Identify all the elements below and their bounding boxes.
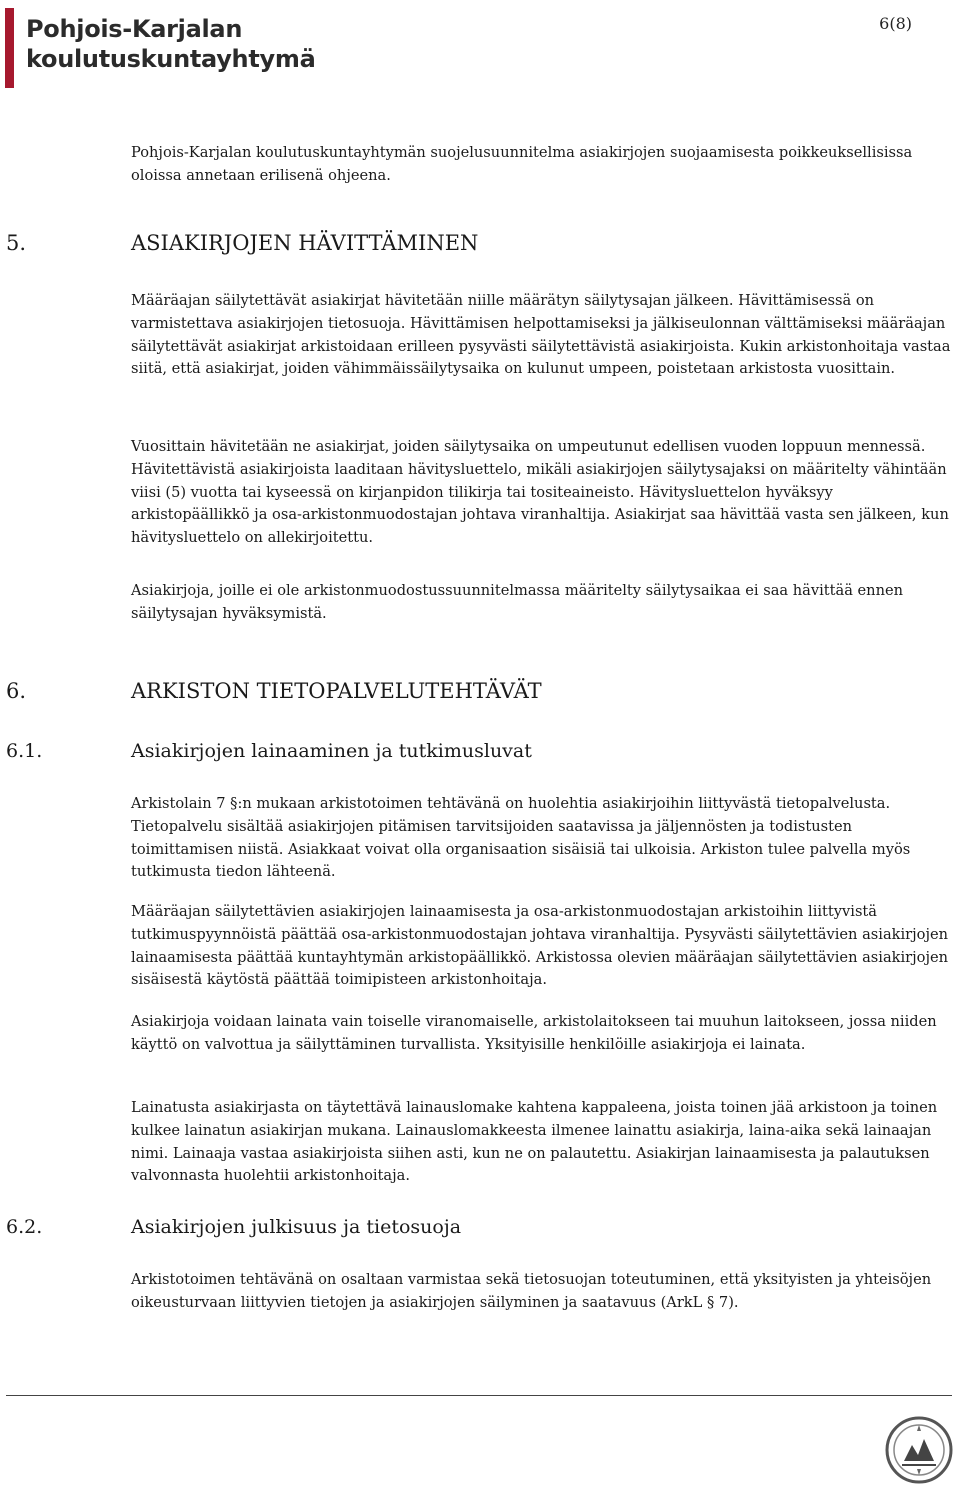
section-5-paragraph-2: Vuosittain hävitetään ne asiakirjat, joiden säilytysaika on umpeutunut edellisen vuoden loppuun mennessä. Hävitettävistä asiakirjoista laaditaan hävitysluettelo, mikäli asiakirjojen säilytysajaksi on määritelty vähintään viisi (5) vuotta tai kyseessä on kirjanpidon tilikirja tai tositeaineisto. Hävitysluettelon hyväksyy arkistopäällikkö ja osa-arkistonmuodostajan johtava viranhaltija. Asiakirjat saa hävittää vasta sen jälkeen, kun hävitysluettelo on allekirjoitettu.	[131, 438, 949, 547]
section-6-1-paragraph-1: Arkistolain 7 §:n mukaan arkistotoimen tehtävänä on huolehtia asiakirjoihin liittyvästä tietopalvelusta. Tietopalvelu sisältää asiakirjojen pitämisen tarvitsijoiden saatavissa ja jäljennösten ja todistusten toimittamisen niistä. Asiakkaat voivat olla organisaation sisäisiä tai ulkoisia. Arkiston tulee palvella myös tutkimusta tiedon lähteenä.	[131, 795, 911, 881]
section-6-1-heading	[6, 737, 532, 765]
page-number: 6(8)	[879, 14, 912, 33]
logo-accent-bar	[5, 8, 14, 88]
section-5-paragraph-3: Asiakirjoja, joille ei ole arkistonmuodostussuunnitelmassa määritelty säilytysaikaa ei saa hävittää ennen säilytysajan hyväksymistä.	[131, 582, 904, 622]
section-5-paragraph-1: Määräajan säilytettävät asiakirjat hävitetään niille määrätyn säilytysajan jälkeen. Hävittämisessä on varmistettava asiakirjojen tietosuoja. Hävittämisen helpottamiseksi ja jälkiseulonnan välttämiseksi määräajan säilytettävät asiakirjat arkistoidaan erilleen pysyvästi säilytettävistä asiakirjoista. Kukin arkistonhoitaja vastaa siitä, että asiakirjat, joiden vähimmäissäilytysaika on kulunut umpeen, poistetaan arkistosta vuosittain.	[131, 292, 951, 378]
section-6-heading	[6, 677, 542, 705]
section-title: ARKISTON TIETOPALVELUTEHTÄVÄT	[131, 679, 542, 703]
quality-seal-icon	[884, 1415, 954, 1485]
organization-logo	[26, 14, 315, 74]
section-6-1-paragraph-4: Lainatusta asiakirjasta on täytettävä lainauslomake kahtena kappaleena, joista toinen jää arkistoon ja toinen kulkee lainatun asiakirjan mukana. Lainauslomakkeesta ilmenee lainattu asiakirja, laina-aika sekä lainaajan nimi. Lainaaja vastaa asiakirjoista siihen asti, kun ne on palautettu. Asiakirjan lainaamisesta ja palautuksen valvonnasta huolehtii arkistonhoitaja.	[131, 1099, 938, 1185]
section-number: 5.	[6, 231, 27, 255]
section-title: Asiakirjojen lainaaminen ja tutkimusluvat	[131, 740, 532, 762]
section-number: 6.2.	[6, 1216, 43, 1238]
logo-line-1: Pohjois-Karjalan	[26, 15, 243, 43]
section-title: Asiakirjojen julkisuus ja tietosuoja	[131, 1216, 462, 1238]
section-number: 6.1.	[6, 740, 43, 762]
section-number: 6.	[6, 679, 27, 703]
section-5-heading	[6, 229, 478, 257]
footer-divider	[6, 1395, 952, 1396]
section-6-1-paragraph-3: Asiakirjoja voidaan lainata vain toiselle viranomaiselle, arkistolaitokseen tai muuhun laitokseen, jossa niiden käyttö on valvottua ja säilyttäminen turvallista. Yksityisille henkilöille asiakirjoja ei lainata.	[131, 1013, 937, 1053]
section-6-1-paragraph-2: Määräajan säilytettävien asiakirjojen lainaamisesta ja osa-arkistonmuodostajan arkistoihin liittyvistä tutkimuspyynnöistä päättää osa-arkistonmuodostajan johtava viranhaltija. Pysyvästi säilytettävien asiakirjojen lainaamisesta päättää kuntayhtymän arkistopäällikkö. Arkistossa olevien määräajan säilytettävien asiakirjojen sisäisestä käytöstä päättää toimipisteen arkistonhoitaja.	[131, 903, 949, 989]
section-6-2-heading	[6, 1213, 461, 1241]
section-title: ASIAKIRJOJEN HÄVITTÄMINEN	[131, 231, 479, 255]
section-6-2-paragraph-1: Arkistotoimen tehtävänä on osaltaan varmistaa sekä tietosuojan toteutuminen, että yksityisten ja yhteisöjen oikeusturvaan liittyvien tietojen ja asiakirjojen säilyminen ja saatavuus (ArkL § 7).	[131, 1271, 932, 1311]
intro-paragraph: Pohjois-Karjalan koulutuskuntayhtymän suojelusuunnitelma asiakirjojen suojaamisesta poikkeuksellisissa oloissa annetaan erilisenä ohjeena.	[131, 144, 913, 184]
logo-line-2: koulutuskuntayhtymä	[26, 45, 316, 73]
